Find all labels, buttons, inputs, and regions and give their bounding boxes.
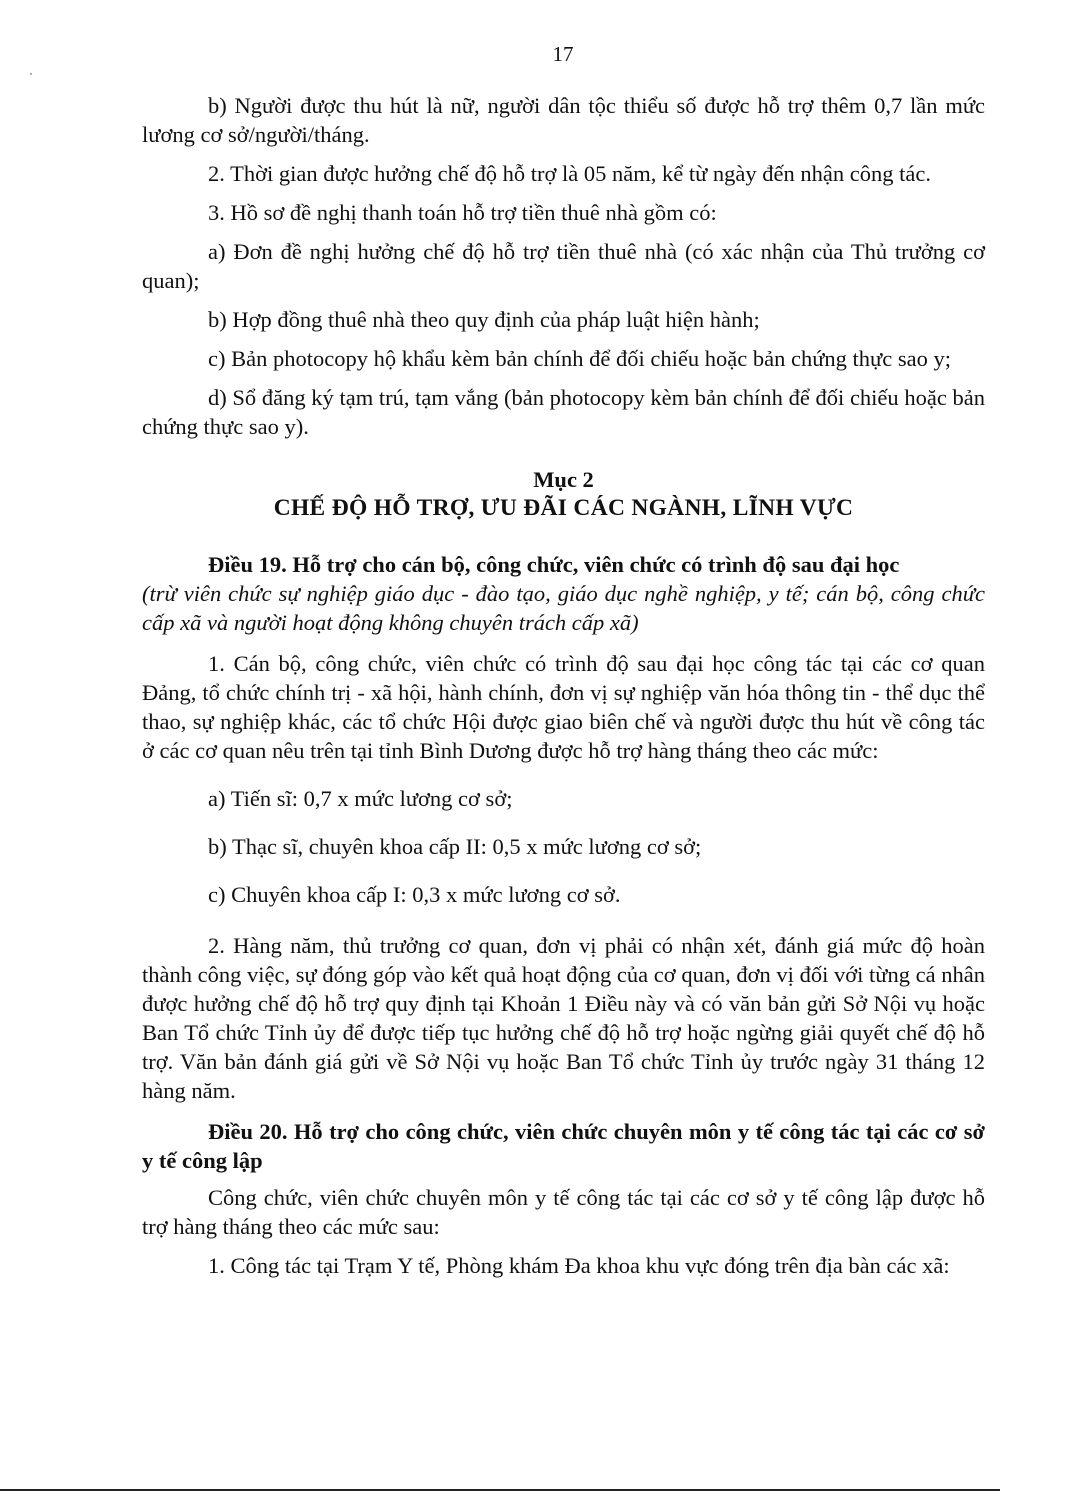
- article-19-title: Điều 19. Hỗ trợ cho cán bộ, công chức, viên chức có trình độ sau đại học: [208, 552, 900, 577]
- document-body: [142, 91, 985, 1280]
- paragraph: 2. Thời gian được hưởng chế độ hỗ trợ là 05 năm, kể từ ngày đến nhận công tác.: [208, 161, 931, 186]
- article-19-subtitle: (trừ viên chức sự nghiệp giáo dục - đào tạo, giáo dục nghề nghiệp, y tế; cán bộ, công chức cấp xã và người hoạt động không chuyên trách cấp xã): [142, 581, 985, 635]
- article-20-paragraph-1: Công chức, viên chức chuyên môn y tế công tác tại các cơ sở y tế công lập được hỗ trợ hàng tháng theo các mức sau:: [142, 1185, 985, 1239]
- article-19-paragraph-1: 1. Cán bộ, công chức, viên chức có trình độ sau đại học công tác tại các cơ quan Đảng, tổ chức chính trị - xã hội, hành chính, đơn vị sự nghiệp văn hóa thông tin - thể dục thể thao, sự nghiệp khác, các tổ chức Hội được giao biên chế và người được thu hút về công tác ở các cơ quan nêu trên tại tỉnh Bình Dương được hỗ trợ hàng tháng theo các mức:: [142, 651, 985, 763]
- article-19-item-c: c) Chuyên khoa cấp I: 0,3 x mức lương cơ sở.: [208, 882, 621, 907]
- article-19-item-b: b) Thạc sĩ, chuyên khoa cấp II: 0,5 x mức lương cơ sở;: [208, 834, 702, 859]
- article-20-paragraph-2: 1. Công tác tại Trạm Y tế, Phòng khám Đa khoa khu vực đóng trên địa bàn các xã:: [208, 1253, 950, 1278]
- page-number: 17: [552, 42, 574, 66]
- article-19-paragraph-2: 2. Hàng năm, thủ trưởng cơ quan, đơn vị phải có nhận xét, đánh giá mức độ hoàn thành công việc, sự đóng góp vào kết quả hoạt động của cơ quan, đơn vị đối với từng cá nhân được hưởng chế độ hỗ trợ quy định tại Khoản 1 Điều này và có văn bản gửi Sở Nội vụ hoặc Ban Tổ chức Tỉnh ủy để được tiếp tục hưởng chế độ hỗ trợ hoặc ngừng giải quyết chế độ hỗ trợ. Văn bản đánh giá gửi về Sở Nội vụ hoặc Ban Tổ chức Tỉnh ủy trước ngày 31 tháng 12 hàng năm.: [142, 933, 985, 1103]
- article-19-item-a: a) Tiến sĩ: 0,7 x mức lương cơ sở;: [208, 786, 513, 811]
- section-title: CHẾ ĐỘ HỖ TRỢ, ƯU ĐÃI CÁC NGÀNH, LĨNH VỰC: [273, 495, 854, 521]
- paragraph: 3. Hồ sơ đề nghị thanh toán hỗ trợ tiền thuê nhà gồm có:: [208, 200, 717, 225]
- bottom-rule: [0, 1489, 1000, 1491]
- paragraph: b) Người được thu hút là nữ, người dân tộc thiểu số được hỗ trợ thêm 0,7 lần mức lương cơ sở/người/tháng.: [142, 93, 985, 147]
- paragraph: c) Bản photocopy hộ khẩu kèm bản chính để đối chiếu hoặc bản chứng thực sao y;: [208, 346, 951, 371]
- paragraph: d) Sổ đăng ký tạm trú, tạm vắng (bản photocopy kèm bản chính để đối chiếu hoặc bản chứng thực sao y).: [142, 385, 985, 439]
- article-20-title: Điều 20. Hỗ trợ cho công chức, viên chức chuyên môn y tế công tác tại các cơ sở y tế công lập: [142, 1119, 985, 1173]
- paragraph: a) Đơn đề nghị hưởng chế độ hỗ trợ tiền thuê nhà (có xác nhận của Thủ trưởng cơ quan);: [142, 239, 985, 293]
- scan-speck: [30, 73, 32, 75]
- paragraph: b) Hợp đồng thuê nhà theo quy định của pháp luật hiện hành;: [208, 307, 760, 332]
- section-label: Mục 2: [533, 467, 594, 492]
